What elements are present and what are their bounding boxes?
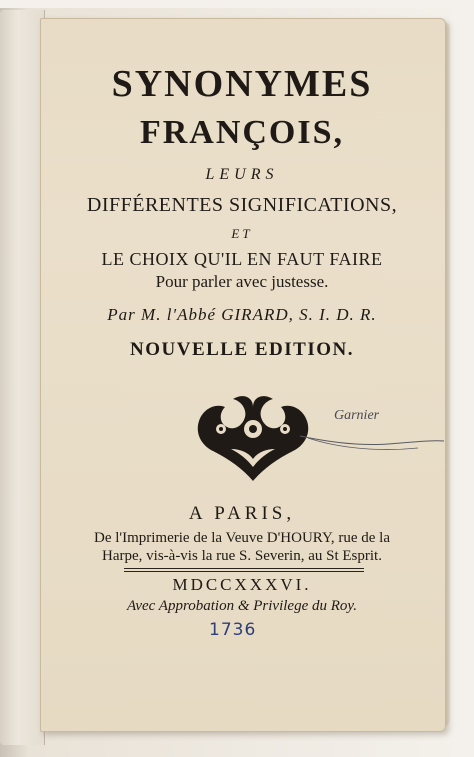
printers-ornament-icon [191, 389, 315, 487]
imprint-rule-thin [124, 571, 364, 572]
title-line-1: SYNONYMES [111, 63, 373, 105]
edition-line: NOUVELLE EDITION. [130, 339, 354, 360]
handwritten-year: 1736 [209, 620, 257, 640]
imprint-year: MDCCXXXVI. [172, 575, 312, 594]
subtitle-choix: LE CHOIX QU'IL EN FAUT FAIRE [101, 249, 383, 269]
subtitle-leurs: LEURS [205, 166, 279, 183]
book-cover-edge [0, 10, 45, 745]
subtitle-parler: Pour parler avec justesse. [155, 272, 329, 291]
subtitle-et: ET [231, 226, 253, 241]
subtitle-differentes: DIFFÉRENTES SIGNIFICATIONS, [86, 194, 398, 216]
imprint-printer-line-2: Harpe, vis-à-vis la rue S. Severin, au St Esprit. [102, 548, 382, 564]
privilege-line: Avec Approbation & Privilege du Roy. [127, 598, 357, 614]
author-line: Par M. l'Abbé GIRARD, S. I. D. R. [107, 305, 377, 324]
imprint-city: A PARIS, [188, 503, 296, 524]
handwritten-signature: Garnier [334, 408, 380, 423]
imprint-rule [124, 568, 364, 569]
title-line-2: FRANÇOIS, [139, 114, 345, 151]
imprint-printer-line-1: De l'Imprimerie de la Veuve D'HOURY, rue de la [93, 530, 391, 546]
